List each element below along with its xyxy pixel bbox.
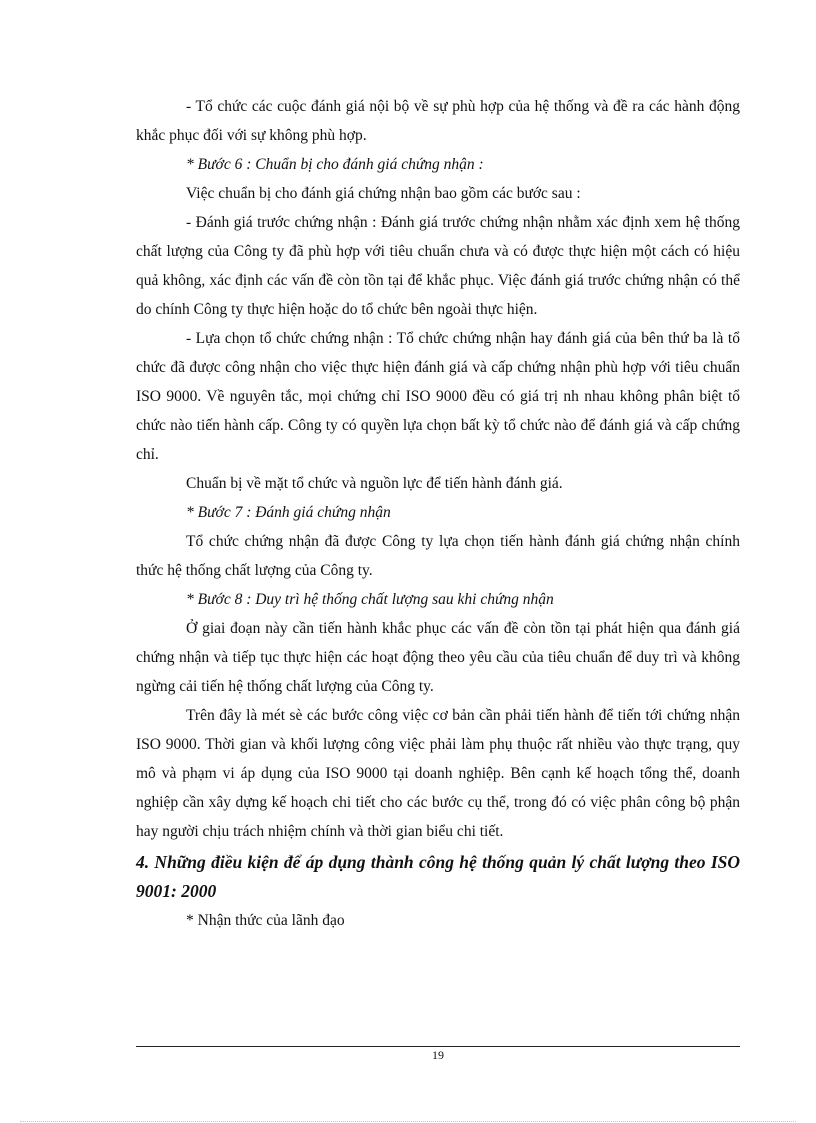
subheading-leadership: * Nhận thức của lãnh đạo (186, 912, 345, 929)
paragraph-internal-audit: - Tổ chức các cuộc đánh giá nội bộ về sự phù hợp của hệ thống và đề ra các hành động khắc phục đối với sự không phù hợp. (136, 98, 740, 144)
step-7-heading: * Bước 7 : Đánh giá chứng nhận (186, 504, 391, 521)
page-number: 19 (432, 1048, 444, 1062)
paragraph-select-certifier: - Lựa chọn tổ chức chứng nhận : Tổ chức chứng nhận hay đánh giá của bên thứ ba là tổ chức đã được công nhận cho việc thực hiện đánh giá và cấp chứng nhận phù hợp với tiêu chuẩn ISO 9000. Về nguyên tắc, mọi chứng chỉ ISO 9000 đều có giá trị nh nhau không phân biệt tổ chức nào tiến hành cấp. Công ty có quyền lựa chọn bất kỳ tổ chức nào để đánh giá và cấp chứng chỉ. (136, 330, 740, 463)
page-body (136, 92, 740, 935)
footer-divider (136, 1046, 740, 1047)
step-6-heading: * Bước 6 : Chuẩn bị cho đánh giá chứng nhận : (186, 156, 484, 173)
paragraph-summary: Trên đây là mét sè các bước công việc cơ bản cần phải tiến hành để tiến tới chứng nhận ISO 9000. Thời gian và khối lượng công việc phải làm phụ thuộc rất nhiều vào thực trạng, quy mô và phạm vi áp dụng của ISO 9000 tại doanh nghiệp. Bên cạnh kế hoạch tổng thể, doanh nghiệp cần xây dựng kế hoạch chi tiết cho các bước cụ thể, trong đó có việc phân công bộ phận hay người chịu trách nhiệm chính và thời gian biểu chi tiết. (136, 707, 740, 840)
section-heading: 4. Những điều kiện để áp dụng thành công hệ thống quản lý chất lượng theo ISO 9001: 2000 (136, 852, 740, 901)
paragraph-prep-intro: Việc chuẩn bị cho đánh giá chứng nhận bao gồm các bước sau : (186, 185, 581, 202)
step-8-heading: * Bước 8 : Duy trì hệ thống chất lượng sau khi chứng nhận (186, 591, 554, 608)
page-bottom-border (20, 1121, 796, 1122)
paragraph-prepare-resources: Chuẩn bị về mặt tổ chức và nguồn lực để tiến hành đánh giá. (186, 475, 563, 492)
paragraph-pre-certification: - Đánh giá trước chứng nhận : Đánh giá trước chứng nhận nhằm xác định xem hệ thống chất lượng của Công ty đã phù hợp với tiêu chuẩn chưa và có được thực hiện một cách có hiệu quả không, xác định các vấn đề còn tồn tại để khắc phục. Việc đánh giá trước chứng nhận có thể do chính Công ty thực hiện hoặc do tổ chức bên ngoài thực hiện. (136, 214, 740, 318)
paragraph-maintenance: Ở giai đoạn này cần tiến hành khắc phục các vấn đề còn tồn tại phát hiện qua đánh giá chứng nhận và tiếp tục thực hiện các hoạt động theo yêu cầu của tiêu chuẩn để duy trì và không ngừng cải tiến hệ thống chất lượng của Công ty. (136, 620, 740, 695)
paragraph-certification-audit: Tổ chức chứng nhận đã được Công ty lựa chọn tiến hành đánh giá chứng nhận chính thức hệ thống chất lượng của Công ty. (136, 533, 740, 579)
